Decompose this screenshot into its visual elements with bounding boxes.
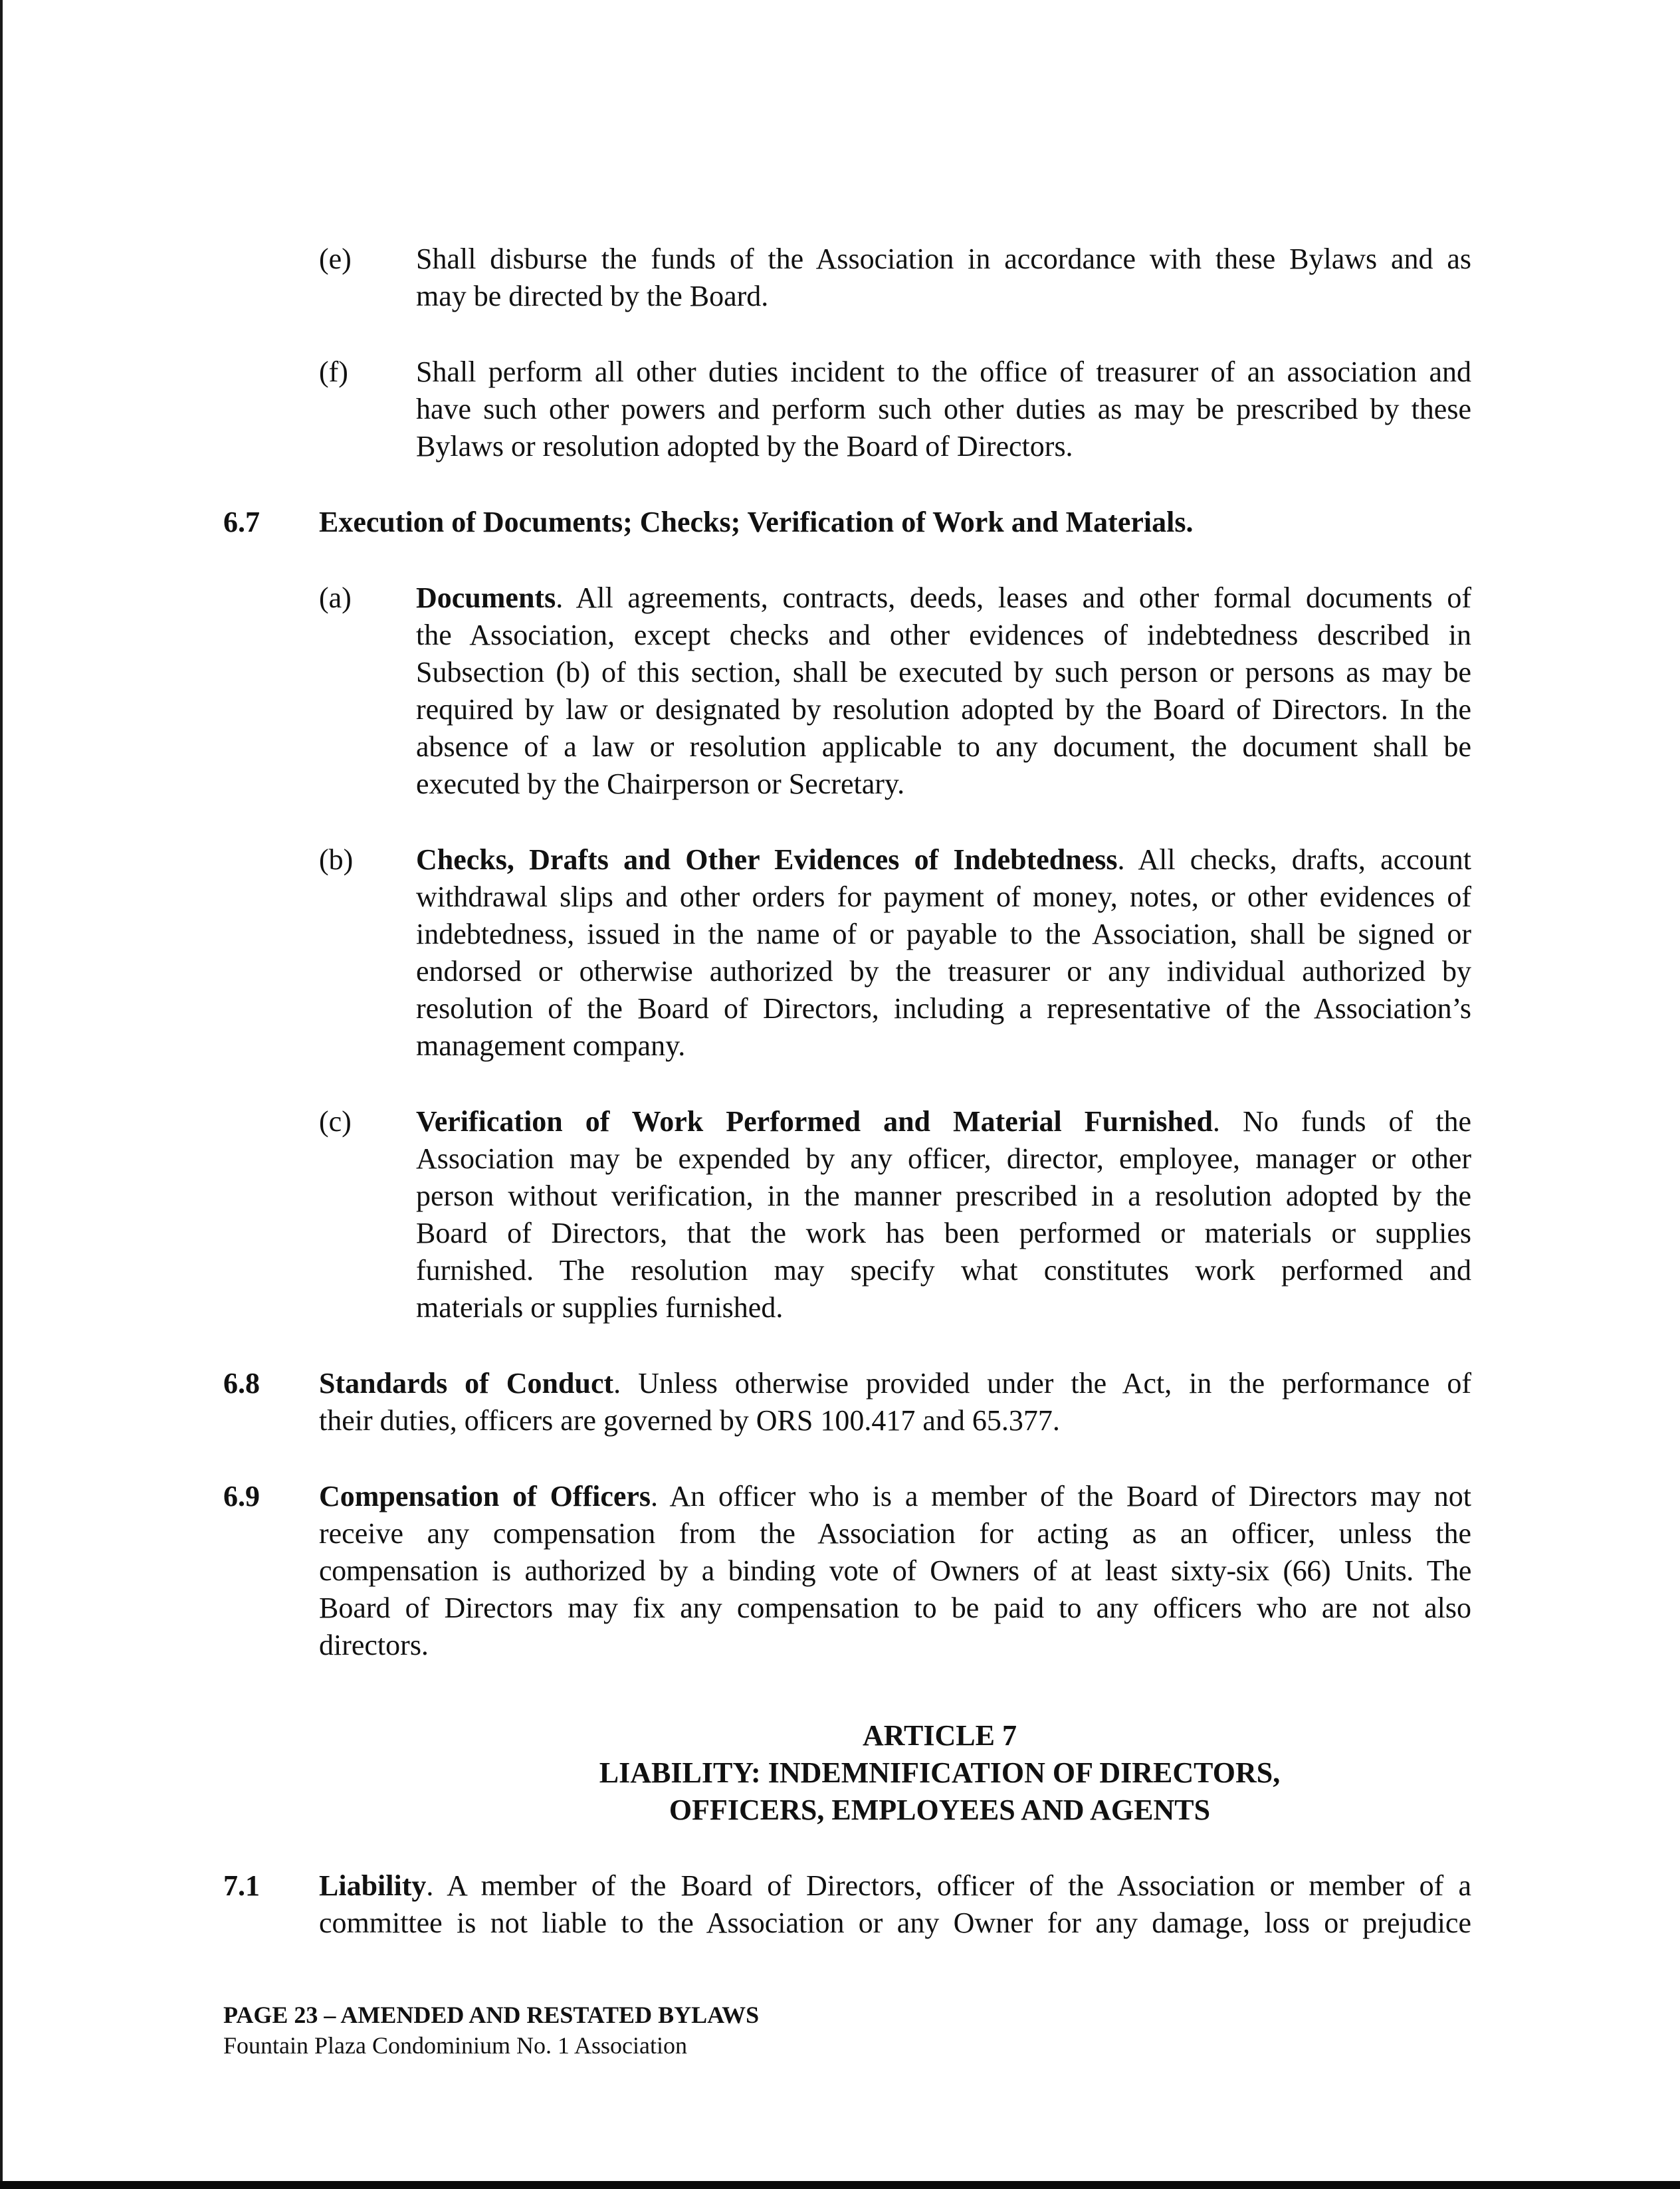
item-e-line-1: Shall disburse the funds of the Association in accordance with these Bylaws and as (416, 243, 1471, 275)
item-b-line-1 (416, 841, 1471, 879)
item-label-c: (c) (319, 1105, 352, 1138)
section-6-9-line-2: receive any compensation from the Association for acting as an officer, unless the (319, 1517, 1471, 1550)
item-c-line-3: person without verification, in the manner prescribed in a resolution adopted by the (416, 1180, 1471, 1212)
item-c-line-5: furnished. The resolution may specify what constitutes work performed and (416, 1254, 1471, 1287)
item-b-heading: Checks, Drafts and Other Evidences of Indebtedness (416, 843, 1118, 876)
item-c-heading: Verification of Work Performed and Material Furnished (416, 1105, 1213, 1138)
section-6-9-heading: Compensation of Officers (319, 1480, 651, 1512)
item-f-line-1: Shall perform all other duties incident to the office of treasurer of an association and (416, 356, 1471, 388)
item-f-line-3: Bylaws or resolution adopted by the Board of Directors. (416, 430, 1073, 463)
section-6-8-line-1 (319, 1365, 1471, 1402)
item-a-heading: Documents (416, 581, 556, 614)
item-b-line-6: management company. (416, 1029, 686, 1062)
item-a-line-2: the Association, except checks and other evidences of indebtedness described in (416, 619, 1471, 651)
item-b-text-1: . All checks, drafts, account (1117, 843, 1471, 876)
item-c-line-4: Board of Directors, that the work has been performed or materials or supplies (416, 1217, 1471, 1249)
item-c-text-1: . No funds of the (1212, 1105, 1471, 1138)
item-c-line-1 (416, 1103, 1471, 1140)
footer-page-line: PAGE 23 – AMENDED AND RESTATED BYLAWS (223, 2002, 760, 2028)
item-a-line-1 (416, 579, 1471, 617)
section-6-8-heading: Standards of Conduct (319, 1367, 614, 1400)
item-a-line-4: required by law or designated by resolution adopted by the Board of Directors. In the (416, 693, 1471, 726)
section-7-1-line-2: committee is not liable to the Association or any Owner for any damage, loss or prejudice (319, 1907, 1471, 1939)
section-6-9-line-4: Board of Directors may fix any compensation to be paid to any officers who are not also (319, 1592, 1471, 1624)
section-7-1-text-1: . A member of the Board of Directors, officer of the Association or member of a (426, 1869, 1471, 1902)
item-b-line-3: indebtedness, issued in the name of or payable to the Association, shall be signed or (416, 918, 1471, 950)
item-c-line-2: Association may be expended by any officer, director, employee, manager or other (416, 1142, 1471, 1175)
section-6-9-line-1 (319, 1478, 1471, 1515)
section-6-9-text-1: . An officer who is a member of the Board of Directors may not (651, 1480, 1471, 1512)
section-number-6-8: 6.8 (223, 1367, 260, 1400)
item-label-a: (a) (319, 581, 352, 614)
item-b-line-5: resolution of the Board of Directors, including a representative of the Association’s (416, 992, 1471, 1025)
footer-organization: Fountain Plaza Condominium No. 1 Association (223, 2032, 687, 2059)
article-7-title-line-1: LIABILITY: INDEMNIFICATION OF DIRECTORS, (599, 1756, 1281, 1789)
section-6-8-text-1: . Unless otherwise provided under the Act, in the performance of (613, 1367, 1471, 1400)
item-label-f: (f) (319, 356, 348, 388)
item-c-line-6: materials or supplies furnished. (416, 1291, 784, 1324)
item-a-text-1: . All agreements, contracts, deeds, leases and other formal documents of (556, 581, 1471, 614)
section-title-6-7: Execution of Documents; Checks; Verification of Work and Materials. (319, 506, 1194, 538)
section-6-8-line-2: their duties, officers are governed by ORS 100.417 and 65.377. (319, 1404, 1060, 1437)
section-7-1-heading: Liability (319, 1869, 427, 1902)
section-number-6-9: 6.9 (223, 1480, 260, 1512)
article-7-title-line-2: OFFICERS, EMPLOYEES AND AGENTS (669, 1794, 1211, 1826)
section-number-7-1: 7.1 (223, 1869, 260, 1902)
article-7-number: ARTICLE 7 (863, 1719, 1017, 1752)
section-7-1-line-1 (319, 1867, 1471, 1905)
section-6-9-line-3: compensation is authorized by a binding vote of Owners of at least sixty-six (66) Units. The (319, 1554, 1471, 1587)
item-a-line-5: absence of a law or resolution applicable to any document, the document shall be (416, 730, 1471, 763)
section-number-6-7: 6.7 (223, 506, 260, 538)
item-b-line-2: withdrawal slips and other orders for payment of money, notes, or other evidences of (416, 881, 1471, 913)
item-b-line-4: endorsed or otherwise authorized by the treasurer or any individual authorized by (416, 955, 1471, 988)
item-a-line-6: executed by the Chairperson or Secretary. (416, 768, 905, 800)
item-a-line-3: Subsection (b) of this section, shall be executed by such person or persons as may be (416, 656, 1471, 688)
item-label-b: (b) (319, 843, 354, 876)
section-6-9-line-5: directors. (319, 1629, 429, 1661)
item-label-e: (e) (319, 243, 352, 275)
item-e-line-2: may be directed by the Board. (416, 280, 769, 312)
item-f-line-2: have such other powers and perform such other duties as may be prescribed by these (416, 393, 1471, 425)
